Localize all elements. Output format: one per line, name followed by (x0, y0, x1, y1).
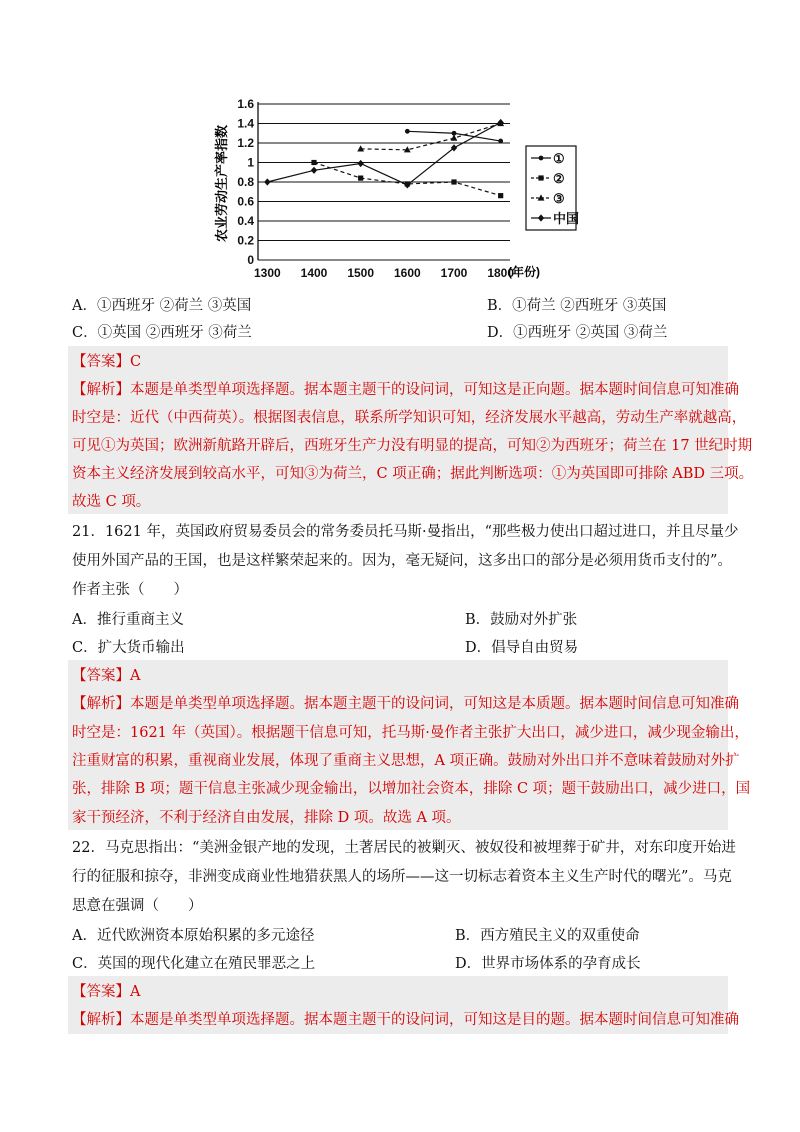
chart-series (264, 119, 504, 198)
q21-option-d[interactable]: D．倡导自由贸易 (465, 640, 579, 656)
y-tick-label: 1.4 (237, 116, 254, 131)
x-tick-label: 1300 (253, 266, 281, 280)
x-axis-unit: (年份) (508, 265, 540, 279)
q22-option-a[interactable]: A．近代欧洲资本原始积累的多元途径 (72, 928, 315, 944)
productivity-chart (200, 92, 580, 288)
y-tick-label: 1.6 (237, 97, 254, 111)
q20-option-c[interactable]: C．①英国 ②西班牙 ③荷兰 (72, 325, 252, 341)
series-3 (357, 120, 504, 153)
legend-label: 中国 (553, 211, 580, 226)
q20-option-b[interactable]: B．①荷兰 ②西班牙 ③英国 (487, 298, 667, 314)
y-tick-labels (237, 97, 254, 267)
q21-option-b[interactable]: B．鼓励对外扩张 (465, 612, 578, 628)
y-tick-label: 1 (247, 155, 254, 170)
data-point-dot (539, 156, 544, 161)
series-line (267, 123, 500, 185)
data-point-dot (405, 129, 410, 134)
q22-option-d[interactable]: D．世界市场体系的孕育成长 (455, 956, 641, 972)
y-tick-label: 0.8 (237, 175, 254, 189)
q22-stem-line: 思意在强调（ ） (72, 898, 203, 914)
data-point-diamond (311, 167, 317, 174)
q22-analysis-line: 【解析】本题是单类型单项选择题。据本题主题干的设问词，可知这是目的题。据本题时间信息可知准确 (72, 1012, 739, 1028)
q21-analysis-line: 时空是：1621 年（英国）。根据题干信息可知，托马斯·曼作者主张扩大出口，减少进口，减少现金输出， (72, 725, 749, 741)
q21-stem-line: 21．1621 年，英国政府贸易委员会的常务委员托马斯·曼指出，“那些极力使出口超过进口，并且尽量少 (72, 524, 739, 540)
q21-analysis-line: 张，排除 B 项；题干信息主张减少现金输出，以增加社会资本，排除 C 项；题干鼓励出口，减少进口，国 (72, 781, 751, 797)
data-point-square (538, 175, 543, 180)
q21-stem-line: 使用外国产品的王国，也是这样繁荣起来的。因为，毫无疑问，这多出口的部分是必须用货币支付的”。 (72, 553, 732, 569)
data-point-square (498, 193, 503, 198)
y-tick-label: 0.6 (237, 194, 254, 209)
chart-legend (526, 146, 579, 230)
data-point-dot (498, 139, 503, 144)
q21-analysis-line: 【解析】本题是单类型单项选择题。据本题主题干的设问词，可知这是本质题。据本题时间信息可知准确 (72, 696, 739, 712)
q22-stem-line: 22．马克思指出：“美洲金银产地的发现，土著居民的被剿灭、被奴役和被埋葬于矿井，对东印度开始进 (72, 840, 736, 856)
q21-option-a[interactable]: A．推行重商主义 (72, 612, 184, 628)
q21-analysis-line: 注重财富的积累，重视商业发展，体现了重商主义思想，A 项正确。鼓励对外出口并不意味着鼓励对外扩 (72, 753, 740, 769)
q20-option-d[interactable]: D．①西班牙 ②英国 ③荷兰 (487, 325, 668, 341)
x-tick-label: 1500 (347, 266, 375, 280)
legend-label: ① (553, 151, 565, 166)
data-point-square (451, 179, 456, 184)
y-tick-label: 0.2 (237, 233, 254, 248)
x-tick-label: 1800 (487, 266, 515, 280)
q20-analysis-line: 时空是：近代（中西荷英）。根据图表信息，联系所学知识可知，经济发展水平越高，劳动生产率就越高， (72, 410, 747, 426)
q20-analysis-line: 资本主义经济发展到较高水平，可知③为荷兰，C 项正确；据此判断选项：①为英国即可排除 ABD 三项。 (72, 466, 754, 482)
legend-label: ③ (553, 191, 565, 206)
q21-answer-panel (68, 660, 728, 830)
x-tick-label: 1600 (393, 266, 421, 280)
legend-label: ② (553, 171, 565, 186)
q20-answer-panel (68, 346, 728, 514)
q21-option-c[interactable]: C．扩大货币输出 (72, 640, 185, 656)
q21-stem-line: 作者主张（ ） (72, 582, 188, 598)
data-point-square (311, 160, 316, 165)
x-tick-labels (254, 266, 514, 280)
q20-option-a[interactable]: A．①西班牙 ②荷兰 ③英国 (72, 298, 252, 314)
q22-option-c[interactable]: C．英国的现代化建立在殖民罪恶之上 (72, 956, 316, 972)
y-tick-label: 0.4 (237, 214, 254, 228)
y-axis-label: 农业劳动生产率指数 (214, 124, 229, 242)
y-tick-label: 0 (247, 253, 254, 267)
data-point-diamond (357, 160, 363, 167)
data-point-square (358, 176, 363, 181)
x-tick-label: 1400 (300, 266, 328, 280)
q21-answer: 【答案】A (72, 668, 141, 684)
q22-answer: 【答案】A (72, 984, 141, 1000)
y-tick-label: 1.2 (237, 136, 254, 150)
q21-analysis-line: 家干预经济，不利于经济自由发展，排除 D 项。故选 A 项。 (72, 810, 461, 826)
q20-analysis-line: 【解析】本题是单类型单项选择题。据本题主题干的设问词，可知这是正向题。据本题时间信息可知准确 (72, 382, 739, 398)
q20-analysis-line: 可见①为英国；欧洲新航路开辟后，西班牙生产力没有明显的提高，可知②为西班牙；荷兰在 17 世纪时期 (72, 438, 753, 454)
series-4 (264, 119, 504, 189)
q22-stem-line: 行的征服和掠夺，非洲变成商业性地猎获黑人的场所——这一切标志着资本主义生产时代的曙光”。马克 (72, 869, 732, 885)
q22-option-b[interactable]: B．西方殖民主义的双重使命 (455, 928, 640, 944)
x-tick-label: 1700 (440, 266, 468, 280)
series-2 (311, 160, 503, 198)
series-line (361, 124, 501, 150)
data-point-triangle (451, 135, 458, 141)
q20-answer: 【答案】C (72, 354, 142, 370)
q20-analysis-line: 故选 C 项。 (72, 494, 151, 510)
data-point-diamond (264, 178, 270, 185)
series-line (314, 163, 501, 196)
